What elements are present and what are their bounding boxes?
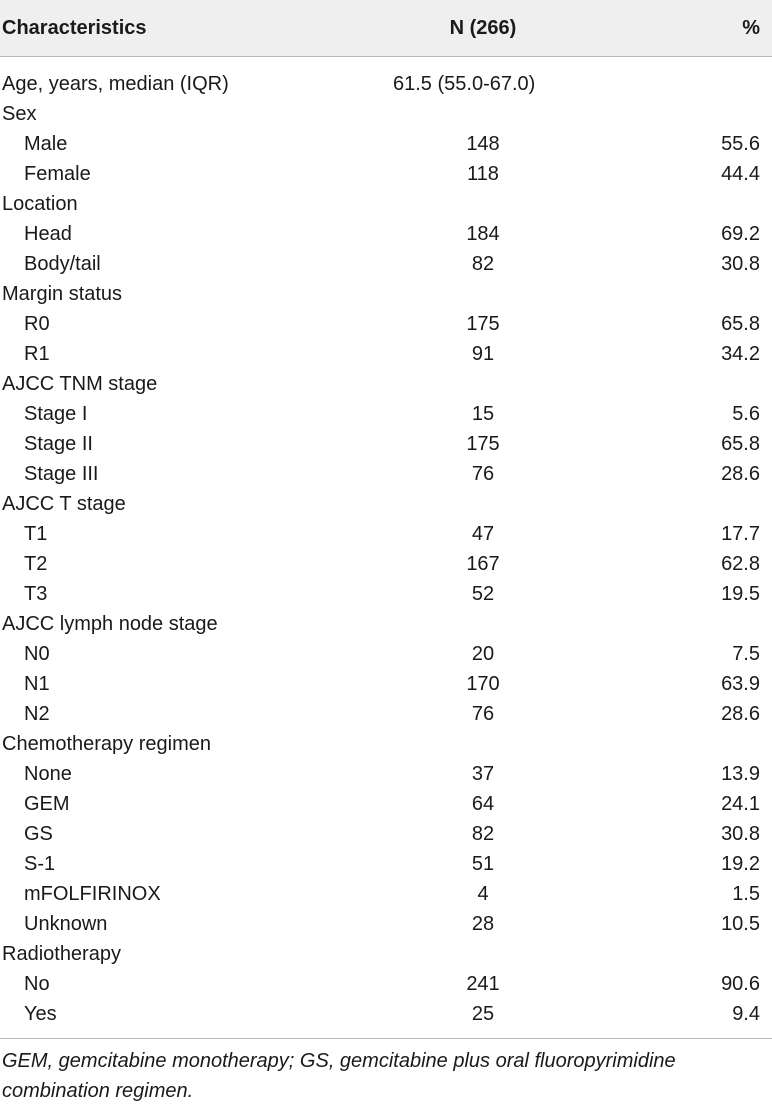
row-n-value: 82 [471,823,495,845]
row-percent-value: 90.6 [721,973,760,995]
table-row [0,549,772,579]
table-row [0,969,772,999]
table-row [0,249,772,279]
table-row [0,159,772,189]
table-row [0,219,772,249]
row-label: AJCC TNM stage [2,373,158,395]
row-percent-value: 34.2 [721,343,760,365]
row-n-value: 76 [471,703,495,725]
row-label: N0 [24,643,50,665]
row-n-value: 28 [471,913,495,935]
row-percent-value: 44.4 [721,163,760,185]
table-row [0,129,772,159]
row-n-value: 20 [471,643,495,665]
table-bottom-rule [0,1038,772,1039]
table-row-category [0,729,772,759]
row-label: Age, years, median (IQR) [2,73,229,95]
row-label: T1 [24,523,48,545]
table-footnote: GEM, gemcitabine monotherapy; GS, gemcitabine plus oral fluoropyrimidine combination regimen. [2,1050,676,1102]
table-row-category [0,279,772,309]
row-label: GS [24,823,53,845]
row-n-value: 118 [467,163,499,185]
table-row [0,789,772,819]
row-label: Stage III [24,463,99,485]
table-body [0,57,772,1029]
table-row [0,639,772,669]
row-n-value: 15 [471,403,495,425]
table-row [0,579,772,609]
row-label: Stage I [24,403,88,425]
row-label: T3 [24,583,48,605]
row-n-value: 241 [466,973,500,995]
row-n-value: 91 [471,343,495,365]
row-n-value: 47 [471,523,495,545]
row-n-value: 82 [471,253,495,275]
header-n: N (266) [449,17,517,39]
header-characteristics: Characteristics [2,17,147,39]
row-percent-value: 63.9 [721,673,760,695]
row-percent-value: 65.8 [721,433,760,455]
row-label: Radiotherapy [2,943,121,965]
table-row [0,999,772,1029]
header-percent: % [742,17,760,39]
table-row-category [0,489,772,519]
row-percent-value: 19.2 [721,853,760,875]
row-label: Female [24,163,91,185]
row-percent-value: 65.8 [721,313,760,335]
row-label: None [24,763,72,785]
row-label: T2 [24,553,48,575]
row-label: N2 [24,703,50,725]
row-percent-value: 1.5 [732,883,760,905]
row-label: GEM [24,793,70,815]
row-label: S-1 [24,853,56,875]
row-n-value: 167 [466,553,500,575]
row-n-value: 25 [471,1003,495,1025]
table-row-category [0,99,772,129]
row-label: Unknown [24,913,108,935]
row-label: Chemotherapy regimen [2,733,211,755]
table-row [0,819,772,849]
row-n-value: 52 [471,583,495,605]
table-row-category [0,369,772,399]
row-n-value: 76 [471,463,495,485]
row-percent-value: 28.6 [721,463,760,485]
table-row-category [0,939,772,969]
row-percent-value: 24.1 [721,793,760,815]
row-percent-value: 19.5 [721,583,760,605]
table-header [0,0,772,57]
row-percent-value: 30.8 [721,823,760,845]
row-label: N1 [24,673,50,695]
row-percent-value: 55.6 [721,133,760,155]
row-percent-value: 5.6 [732,403,760,425]
table-row [0,399,772,429]
row-n-value: 148 [466,133,500,155]
table-row-category [0,69,772,99]
row-percent-value: 62.8 [721,553,760,575]
row-label: Location [2,193,78,215]
row-n-value: 64 [471,793,495,815]
row-n-value: 4 [477,883,489,905]
row-label: Yes [24,1003,57,1025]
row-percent-value: 9.4 [732,1003,760,1025]
table-row-category [0,189,772,219]
row-n-value: 51 [471,853,495,875]
table-row [0,879,772,909]
table-row [0,519,772,549]
row-label: AJCC lymph node stage [2,613,218,635]
row-label: Male [24,133,68,155]
table-row [0,909,772,939]
row-n-value: 37 [471,763,495,785]
table-row [0,459,772,489]
row-label: Head [24,223,72,245]
row-label: R0 [24,313,50,335]
row-percent-value: 7.5 [732,643,760,665]
row-label: Stage II [24,433,93,455]
row-n-value: 61.5 (55.0-67.0) [393,73,536,95]
row-n-value: 170 [466,673,500,695]
row-percent-value: 13.9 [721,763,760,785]
table-row [0,699,772,729]
table-row [0,669,772,699]
table-row-category [0,609,772,639]
row-label: Sex [2,103,37,125]
row-percent-value: 10.5 [721,913,760,935]
row-n-value: 184 [466,223,500,245]
row-label: R1 [24,343,50,365]
row-label: Margin status [2,283,123,305]
row-label: Body/tail [24,253,101,275]
row-percent-value: 28.6 [721,703,760,725]
row-percent-value: 30.8 [721,253,760,275]
table-row [0,339,772,369]
table-row [0,429,772,459]
table-row [0,309,772,339]
row-label: AJCC T stage [2,493,126,515]
row-n-value: 175 [466,433,500,455]
row-percent-value: 69.2 [721,223,760,245]
table-row [0,759,772,789]
row-n-value: 175 [466,313,500,335]
table-row [0,849,772,879]
row-label: mFOLFIRINOX [24,883,161,905]
row-percent-value: 17.7 [721,523,760,545]
row-label: No [24,973,50,995]
